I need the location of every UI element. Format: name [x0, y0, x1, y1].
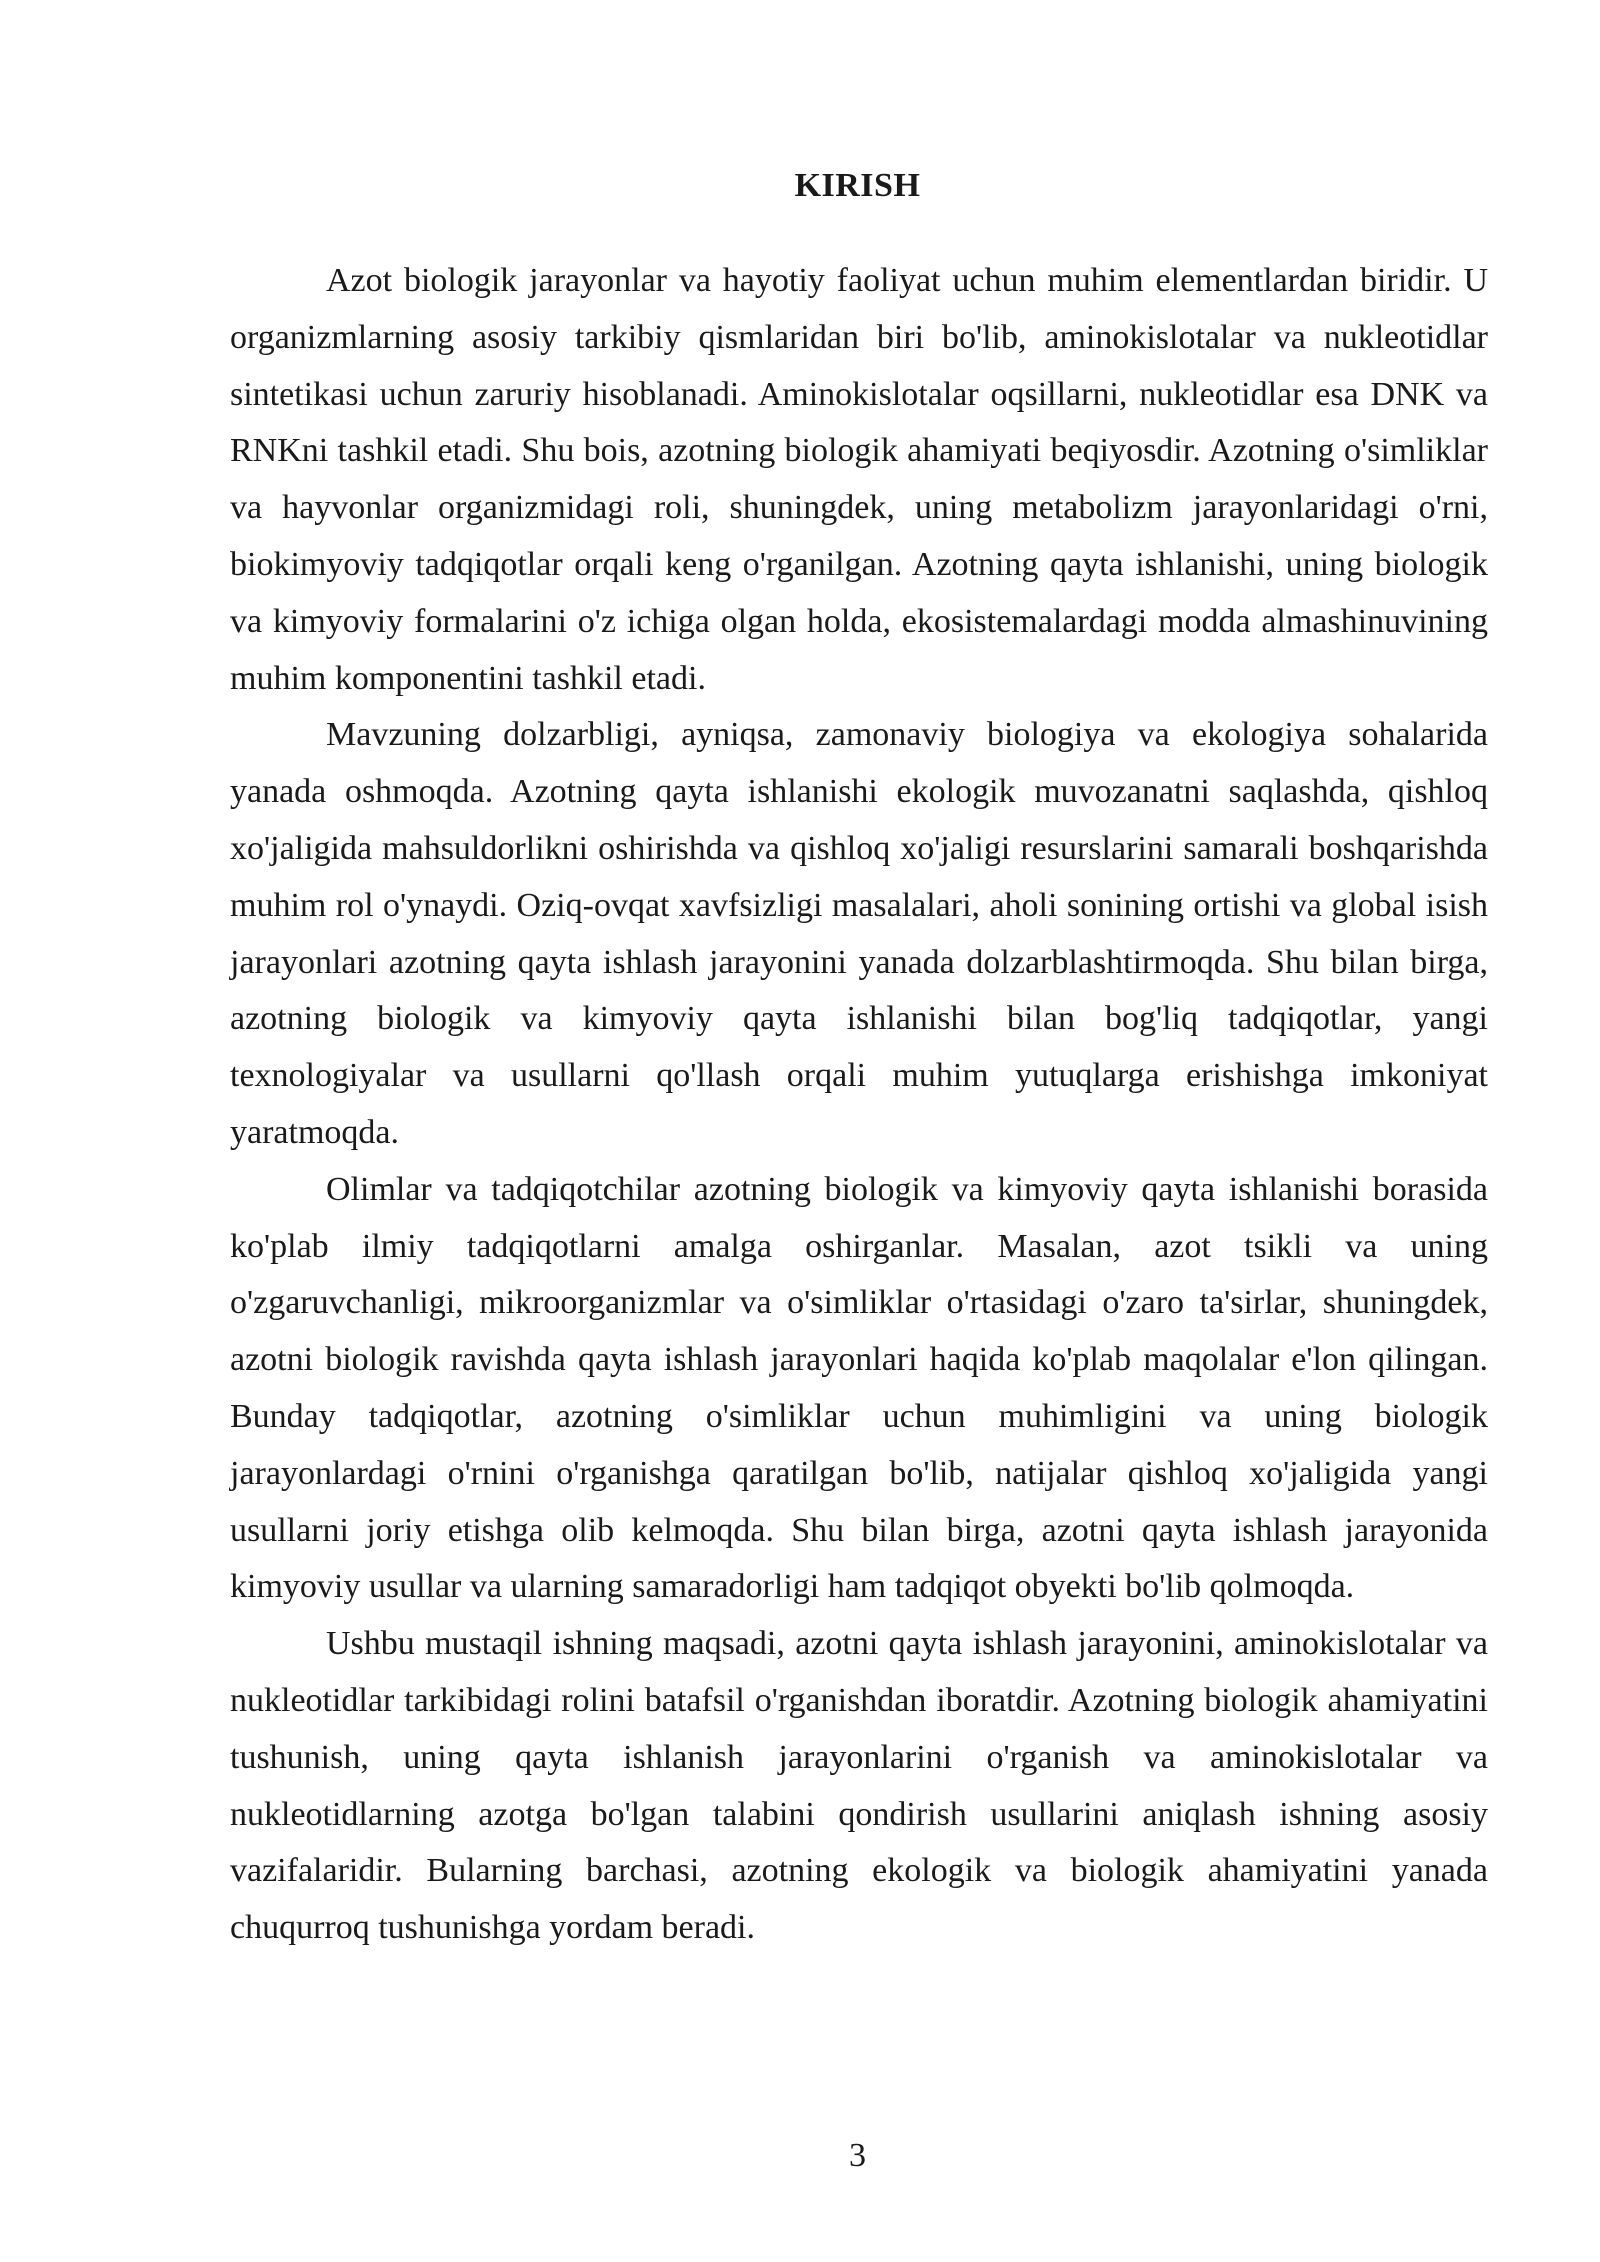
section-title: KIRISH [794, 167, 921, 204]
paragraph-2: Mavzuning dolzarbligi, ayniqsa, zamonaviy biologiya va ekologiya sohalarida yanada oshmoqda. Azotning qayta ishlanishi ekologik muvozanatni saqlashda, qishloq xo'jaligida mahsuldorlikni oshirishda va qishloq xo'jaligi resurslarini samarali boshqarishda muhim rol o'ynaydi. Oziq-ovqat xavfsizligi masalalari, aholi sonining ortishi va global isish jarayonlari azotning qayta ishlash jarayonini yanada dolzarblashtirmoqda. Shu bilan birga, azotning biologik va kimyoviy qayta ishlanishi bilan bog'liq tadqiqotlar, yangi texnologiyalar va usullarni qo'llash orqali muhim yutuqlarga erishishga imkoniyat yaratmoqda. [230, 716, 1488, 1151]
page-number: 3 [849, 2137, 866, 2174]
paragraph-3: Olimlar va tadqiqotchilar azotning biologik va kimyoviy qayta ishlanishi borasida ko'plab ilmiy tadqiqotlarni amalga oshirganlar. Masalan, azot tsikli va uning o'zgaruvchanligi, mikroorganizmlar va o'simliklar o'rtasidagi o'zaro ta'sirlar, shuningdek, azotni biologik ravishda qayta ishlash jarayonlari haqida ko'plab maqolalar e'lon qilingan. Bunday tadqiqotlar, azotning o'simliklar uchun muhimligini va uning biologik jarayonlardagi o'rnini o'rganishga qaratilgan bo'lib, natijalar qishloq xo'jaligida yangi usullarni joriy etishga olib kelmoqda. Shu bilan birga, azotni qayta ishlash jarayonida kimyoviy usullar va ularning samaradorligi ham tadqiqot obyekti bo'lib qolmoqda. [230, 1170, 1488, 1606]
paragraph-4: Ushbu mustaqil ishning maqsadi, azotni qayta ishlash jarayonini, aminokislotalar va nukleotidlar tarkibidagi rolini batafsil o'rganishdan iboratdir. Azotning biologik ahamiyatini tushunish, uning qayta ishlanish jarayonlarini o'rganish va aminokislotalar va nukleotidlarning azotga bo'lgan talabini qondirish usullarini aniqlash ishning asosiy vazifalaridir. Bularning barchasi, azotning ekologik va biologik ahamiyatini yanada chuqurroq tushunishga yordam beradi. [230, 1625, 1488, 1947]
body-text [230, 253, 1488, 1957]
paragraph-1: Azot biologik jarayonlar va hayotiy faoliyat uchun muhim elementlardan biridir. U organizmlarning asosiy tarkibiy qismlaridan biri bo'lib, aminokislotalar va nukleotidlar sintetikasi uchun zaruriy hisoblanadi. Aminokislotalar oqsillarni, nukleotidlar esa DNK va RNKni tashkil etadi. Shu bois, azotning biologik ahamiyati beqiyosdir. Azotning o'simliklar va hayvonlar organizmidagi roli, shuningdek, uning metabolizm jarayonlaridagi o'rni, biokimyoviy tadqiqotlar orqali keng o'rganilgan. Azotning qayta ishlanishi, uning biologik va kimyoviy formalarini o'z ichiga olgan holda, ekosistemalardagi modda almashinuvining muhim komponentini tashkil etadi. [230, 262, 1488, 697]
